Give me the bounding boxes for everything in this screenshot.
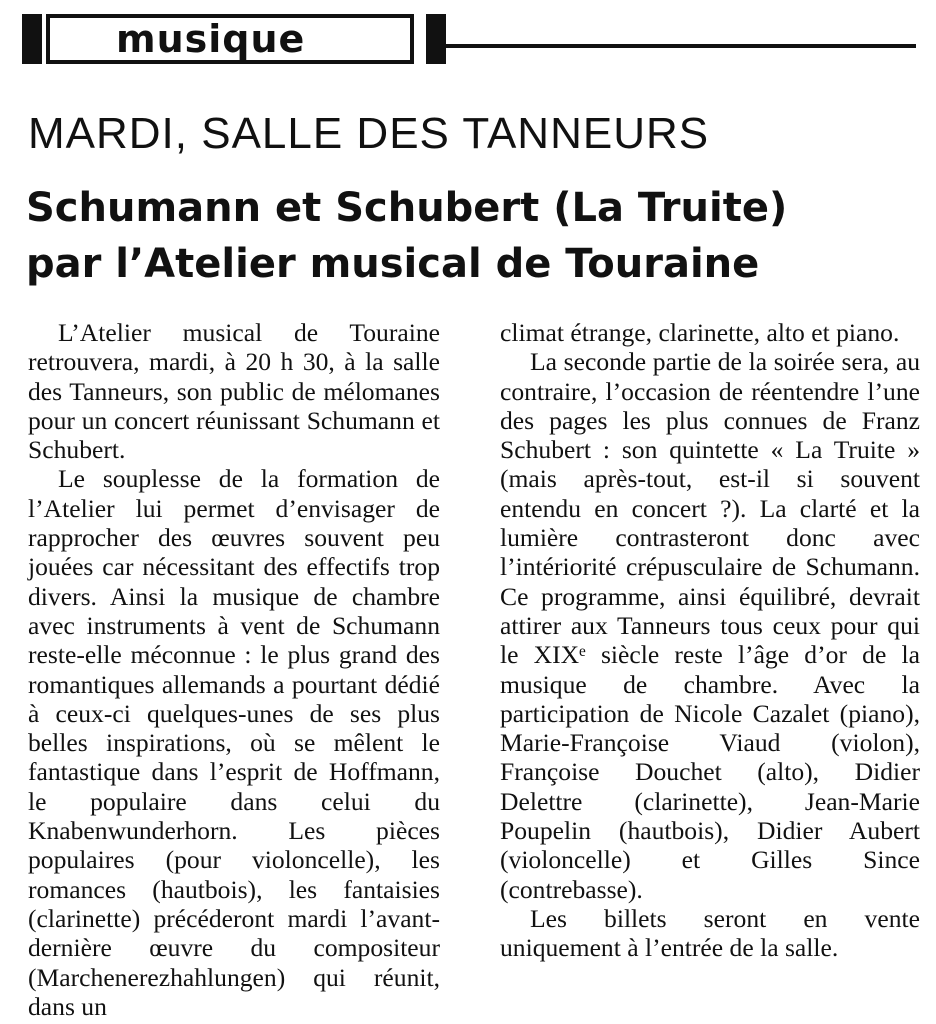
article-paragraph: Le souplesse de la formation de l’Atelier lui permet d’envisager de rapprocher des œuvres souvent peu jouées car nécessitant des effectifs trop divers. Ainsi la musique de chambre avec instruments à vent de Schumann reste-elle méconnue : le plus grand des romantiques allemands a pourtant dédié à ceux-ci quelques-unes de ses plus belles inspirations, où se mêlent le fantastique dans l’esprit de Hoffmann, le populaire dans celui du Knabenwunderhorn. Les pièces populaires (pour violoncelle), les romances (hautbois), les fantaisies (clarinette) précéderont mardi l’avant-dernière œuvre du compositeur (Marchenerezhahlungen) qui réunit, dans un xyxy=(28,464,440,1021)
headline-line-1: Schumann et Schubert (La Truite) xyxy=(26,185,788,231)
section-rubric xyxy=(22,14,916,64)
article-column-right xyxy=(500,318,920,963)
article-paragraph: Les billets seront en vente uniquement à l’entrée de la salle. xyxy=(500,903,920,963)
article-column-left xyxy=(28,318,440,1021)
rubric-label: musique xyxy=(50,18,410,60)
kicker-heading: MARDI, SALLE DES TANNEURS xyxy=(28,109,710,158)
rubric-right-bar xyxy=(426,14,446,64)
article-paragraph: La seconde partie de la soirée sera, au contraire, l’occasion de réentendre l’une des pages les plus connues de Franz Schubert : son quintette « La Truite » (mais après-tout, est-il si souvent entendu en concert ?). La clarté et la lumière contrasteront donc avec l’intériorité crépusculaire de Schumann. Ce programme, ainsi équilibré, devrait attirer aux Tanneurs tous ceux pour qui le XIXᵉ siècle reste l’âge d’or de la musique de chambre. Avec la participation de Nicole Cazalet (piano), Marie-Françoise Viaud (violon), Françoise Douchet (alto), Didier Delettre (clarinette), Jean-Marie Poupelin (hautbois), Didier Aubert (violoncelle) et Gilles Since (contrebasse). xyxy=(500,347,920,904)
article-headline xyxy=(26,180,926,292)
rubric-rule xyxy=(446,44,916,48)
article-paragraph-continuation: climat étrange, clarinette, alto et piano. xyxy=(500,318,900,347)
article-paragraph: L’Atelier musical de Touraine retrouvera, mardi, à 20 h 30, à la salle des Tanneurs, son public de mélomanes pour un concert réunissant Schumann et Schubert. xyxy=(28,318,440,465)
headline-line-2: par l’Atelier musical de Touraine xyxy=(26,241,760,287)
rubric-left-bar xyxy=(22,14,42,64)
